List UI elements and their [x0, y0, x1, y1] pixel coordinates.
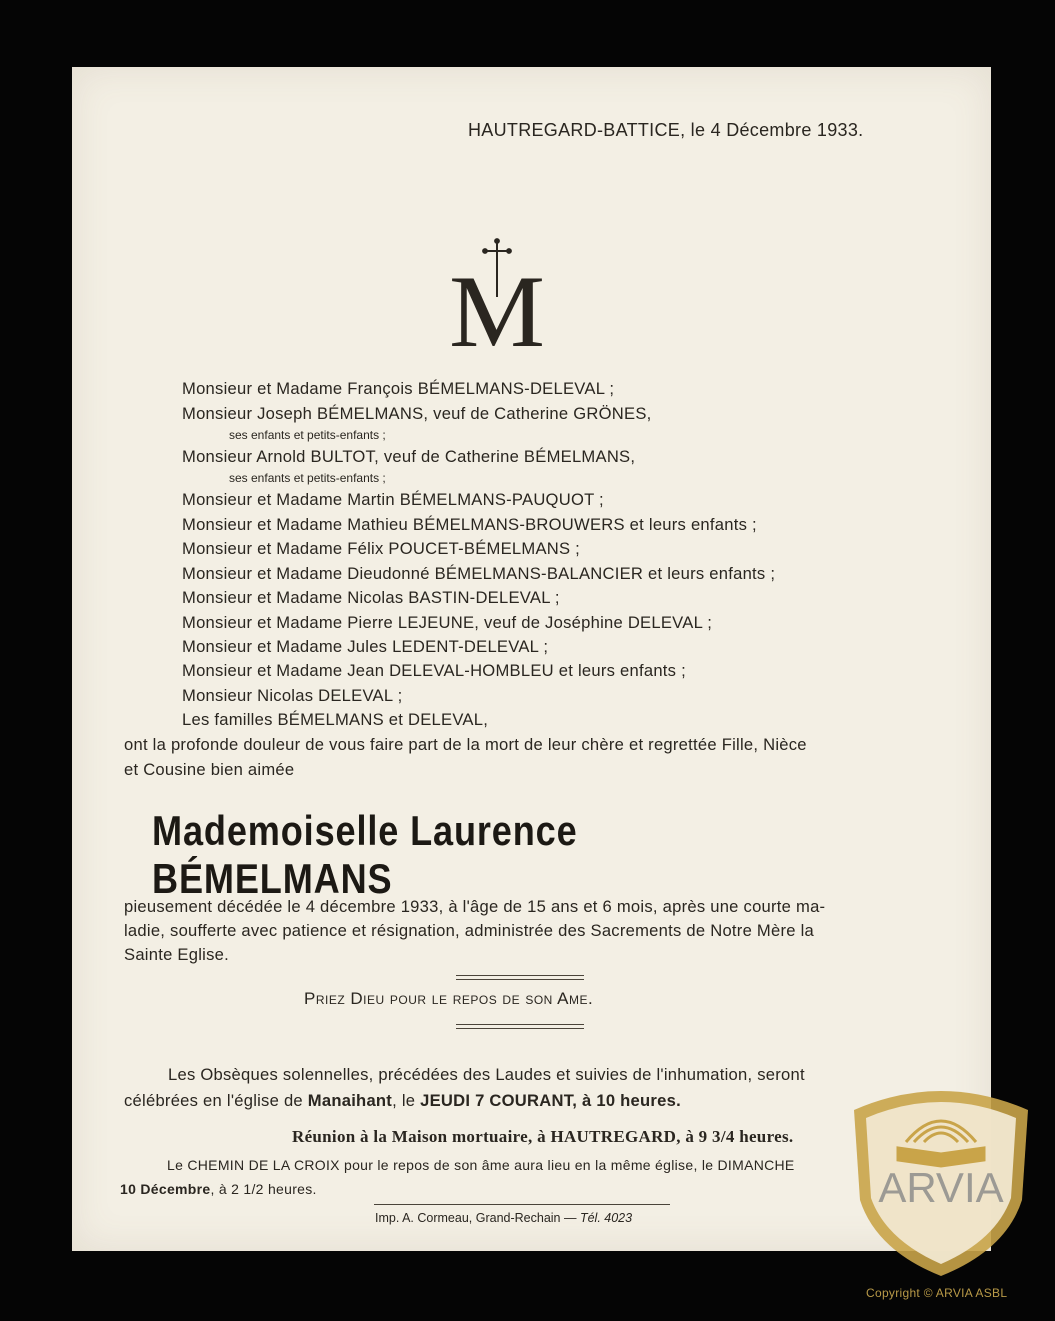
place-date: HAUTREGARD-BATTICE, le 4 Décembre 1933.	[468, 120, 864, 140]
copyright-notice: Copyright © ARVIA ASBL	[866, 1286, 1008, 1300]
family-line: Monsieur et Madame Mathieu BÉMELMANS-BROUWERS et leurs enfants ;	[182, 515, 757, 534]
divider	[456, 1024, 584, 1025]
funeral-line: Les Obsèques solennelles, précédées des Laudes et suivies de l'inhumation, seront	[168, 1065, 805, 1084]
printer-name: Imp. A. Cormeau, Grand-Rechain —	[375, 1211, 580, 1225]
arvia-shield-logo	[846, 1080, 1036, 1280]
family-line: Monsieur et Madame Félix POUCET-BÉMELMANS ;	[182, 539, 581, 558]
divider	[374, 1204, 670, 1205]
funeral-text: célébrées en l'église de	[124, 1091, 308, 1110]
chemin-line: Le CHEMIN DE LA CROIX pour le repos de son âme aura lieu en la même église, le DIMANCHE	[167, 1157, 795, 1173]
family-line: Les familles BÉMELMANS et DELEVAL,	[182, 710, 489, 729]
monogram-letter: M	[448, 254, 546, 357]
family-line: Monsieur Joseph BÉMELMANS, veuf de Catherine GRÖNES,	[182, 404, 652, 423]
details-line: Sainte Eglise.	[124, 945, 229, 964]
divider	[456, 979, 584, 980]
family-line: Monsieur et Madame Dieudonné BÉMELMANS-BALANCIER et leurs enfants ;	[182, 564, 776, 583]
arvia-brand: ARVIA	[878, 1164, 1004, 1211]
church-place: Manaihant	[307, 1091, 393, 1110]
family-line: Monsieur et Madame Jean DELEVAL-HOMBLEU et leurs enfants ;	[182, 661, 686, 680]
announcement-line: ont la profonde douleur de vous faire part de la mort de leur chère et regrettée Fille, Nièce	[124, 735, 807, 754]
announcement-line: et Cousine bien aimée	[124, 760, 295, 779]
deceased-name: Mademoiselle Laurence BÉMELMANS	[152, 807, 578, 902]
family-line: Monsieur et Madame Martin BÉMELMANS-PAUQUOT ;	[182, 490, 604, 509]
details-line: ladie, soufferte avec patience et résignation, administrée des Sacrements de Notre Mère la	[124, 921, 814, 940]
family-subline: ses enfants et petits-enfants ;	[229, 471, 386, 485]
printer-tel: Tél. 4023	[579, 1211, 633, 1225]
chemin-line	[120, 1181, 317, 1197]
family-line: Monsieur Nicolas DELEVAL ;	[182, 686, 403, 705]
family-line: Monsieur et Madame Nicolas BASTIN-DELEVAL ;	[182, 588, 560, 607]
marian-monogram	[442, 237, 552, 357]
prayer-line: Priez Dieu pour le repos de son Ame.	[304, 989, 594, 1008]
family-line: Monsieur et Madame Jules LEDENT-DELEVAL ;	[182, 637, 549, 656]
mourning-card	[72, 67, 991, 1251]
family-line: Monsieur et Madame François BÉMELMANS-DELEVAL ;	[182, 379, 615, 398]
funeral-text: , le	[392, 1091, 421, 1110]
divider	[456, 1028, 584, 1029]
divider	[456, 975, 584, 976]
family-line: Monsieur et Madame Pierre LEJEUNE, veuf de Joséphine DELEVAL ;	[182, 613, 713, 632]
chemin-date: 10 Décembre	[120, 1181, 211, 1197]
printer-line	[375, 1211, 632, 1225]
funeral-line	[124, 1091, 681, 1111]
details-line: pieusement décédée le 4 décembre 1933, à l'âge de 15 ans et 6 mois, après une courte ma-	[124, 897, 826, 916]
reunion-line: Réunion à la Maison mortuaire, à HAUTREGARD, à 9 3/4 heures.	[292, 1127, 794, 1146]
family-line: Monsieur Arnold BULTOT, veuf de Catherine BÉMELMANS,	[182, 447, 636, 466]
family-subline: ses enfants et petits-enfants ;	[229, 428, 386, 442]
funeral-time: JEUDI 7 COURANT, à 10 heures.	[420, 1091, 681, 1110]
chemin-text: , à 2 1/2 heures.	[210, 1181, 317, 1197]
